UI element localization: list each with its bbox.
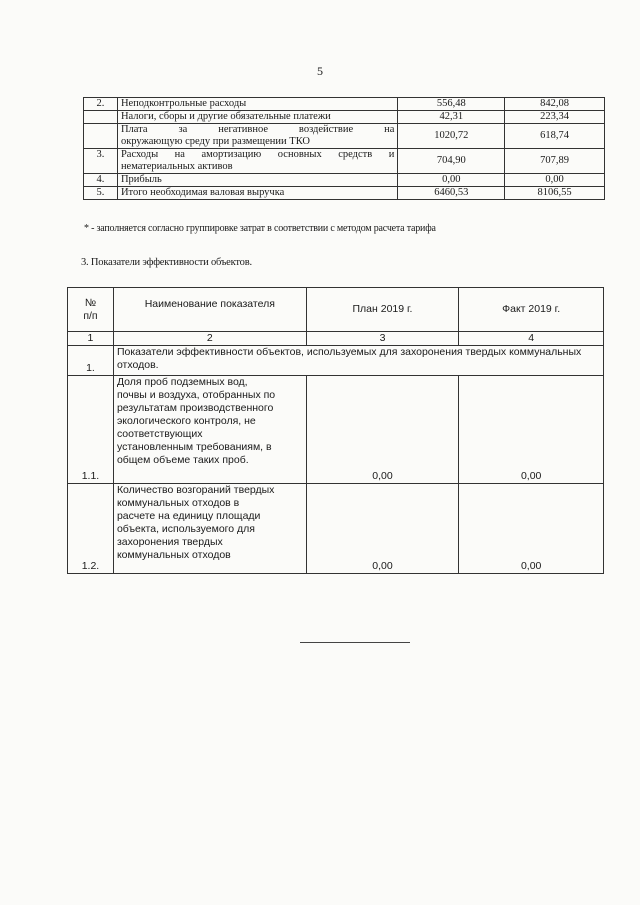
- header-name: Наименование показателя: [113, 288, 306, 332]
- fact-value: 8106,55: [505, 187, 605, 200]
- header-num-line: №: [84, 296, 97, 309]
- row-name: Неподконтрольные расходы: [117, 98, 397, 111]
- header-fact: Факт 2019 г.: [459, 288, 604, 332]
- fact-value: 0,00: [505, 174, 605, 187]
- expenses-table: [83, 97, 605, 200]
- plan-value: 6460,53: [398, 187, 505, 200]
- indicator-line: объекта, используемого для: [116, 523, 255, 535]
- fact-value: 0,00: [459, 376, 604, 484]
- row-name-line: Расходы на амортизацию основных средств и: [120, 149, 395, 160]
- indicator-line: экологического контроля, не: [116, 415, 256, 427]
- row-number: 4.: [84, 174, 118, 187]
- table-row: [84, 124, 605, 149]
- indicator-line: коммунальных отходов: [116, 549, 231, 561]
- indicator-line: расчете на единицу площади: [116, 510, 261, 522]
- plan-value: 0,00: [398, 174, 505, 187]
- header-num-line: п/п: [83, 309, 98, 322]
- table-row: [84, 98, 605, 111]
- row-name-line: нематериальных активов: [120, 161, 233, 172]
- column-number-row: [68, 332, 604, 346]
- page-number: 5: [317, 64, 323, 78]
- row-number: 1.2.: [68, 484, 114, 574]
- row-name: [117, 124, 397, 149]
- row-number: [84, 124, 118, 149]
- indicator-line: соответствующих: [116, 428, 203, 440]
- indicator-line: результатам производственного: [116, 402, 274, 414]
- group-row: [68, 346, 604, 376]
- row-name: Прибыль: [117, 174, 397, 187]
- indicator-line: общем объеме таких проб.: [116, 454, 249, 466]
- column-number: 2: [113, 332, 306, 346]
- fact-value: 618,74: [505, 124, 605, 149]
- row-number: 3.: [84, 149, 118, 174]
- fact-value: 0,00: [459, 484, 604, 574]
- efficiency-table: [67, 287, 604, 574]
- fact-value: 842,08: [505, 98, 605, 111]
- row-name: Итого необходимая валовая выручка: [117, 187, 397, 200]
- row-name-line: окружающую среду при размещении ТКО: [120, 136, 311, 147]
- indicator-line: почвы и воздуха, отобранных по: [116, 389, 276, 401]
- row-number: [84, 111, 118, 124]
- header-plan: План 2019 г.: [306, 288, 459, 332]
- plan-value: 42,31: [398, 111, 505, 124]
- table-row: [84, 111, 605, 124]
- indicator-name: [113, 376, 306, 484]
- plan-value: 0,00: [306, 376, 459, 484]
- row-name: [117, 149, 397, 174]
- table-row: [68, 376, 604, 484]
- footnote: * - заполняется согласно группировке затрат в соответствии с методом расчета тарифа: [84, 223, 436, 234]
- indicator-line: коммунальных отходов в: [116, 497, 240, 509]
- section-title: 3. Показатели эффективности объектов.: [81, 257, 252, 268]
- column-number: 4: [459, 332, 604, 346]
- header-num: [68, 288, 114, 332]
- group-title: Показатели эффективности объектов, используемых для захоронения твердых коммунальных отходов.: [113, 346, 603, 376]
- indicator-line: Количество возгораний твердых: [116, 484, 275, 496]
- plan-value: 1020,72: [398, 124, 505, 149]
- table-row: [84, 187, 605, 200]
- plan-value: 704,90: [398, 149, 505, 174]
- indicator-line: захоронения твердых: [116, 536, 223, 548]
- header-row: [68, 288, 604, 332]
- row-name-line: Плата за негативное воздействие на: [120, 124, 395, 135]
- row-number: 2.: [84, 98, 118, 111]
- indicator-line: установленным требованиям, в: [116, 441, 272, 453]
- indicator-line: Доля проб подземных вод,: [116, 376, 248, 388]
- column-number: 1: [68, 332, 114, 346]
- row-number: 1.1.: [68, 376, 114, 484]
- row-number: 5.: [84, 187, 118, 200]
- column-number: 3: [306, 332, 459, 346]
- table-row: [84, 149, 605, 174]
- end-rule: [300, 642, 410, 643]
- plan-value: 556,48: [398, 98, 505, 111]
- fact-value: 707,89: [505, 149, 605, 174]
- indicator-name: [113, 484, 306, 574]
- table-row: [84, 174, 605, 187]
- row-number: 1.: [68, 346, 114, 376]
- plan-value: 0,00: [306, 484, 459, 574]
- fact-value: 223,34: [505, 111, 605, 124]
- row-name: Налоги, сборы и другие обязательные платежи: [117, 111, 397, 124]
- table-row: [68, 484, 604, 574]
